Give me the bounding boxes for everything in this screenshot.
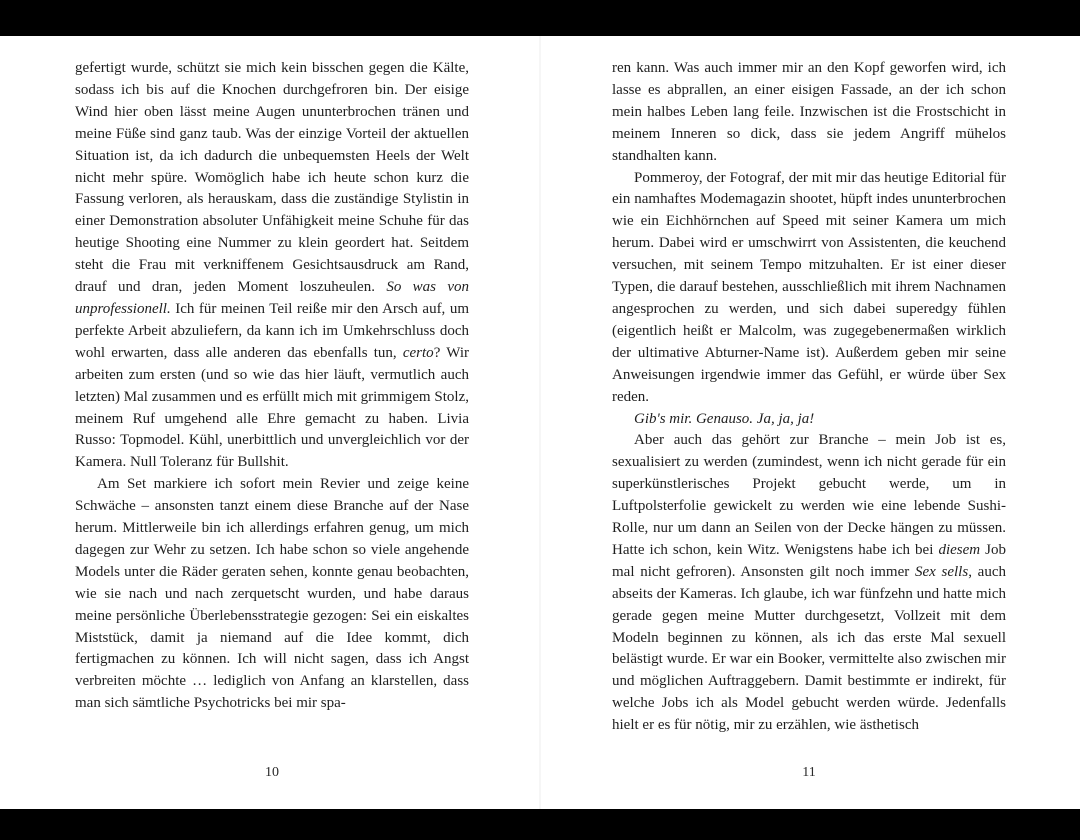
text-run: Ich für meinen Teil reiße mir den Arsch auf, um perfekte Arbeit abzuliefern, da kann ich im Umkehrschluss doch wohl erwarten, dass alle anderen das ebenfalls tun,	[75, 300, 469, 361]
italic-text-run: So was von unprofessionell.	[75, 279, 469, 317]
paragraph	[612, 58, 1006, 168]
text-run: Aber auch das gehört zur Branche – mein Job ist es, sexualisiert zu werden (zumindest, wenn ich nicht gerade für ein superkünstlerisches Projekt gebucht werde, um in Luftpolsterfolie gewickelt zu werden wie eine lebende Sushi-Rolle, nur um dann an Seilen von der Decke hängen zu müssen. Hatte ich schon, kein Witz. Wenigstens habe ich bei	[612, 432, 1006, 558]
text-run: gefertigt wurde, schützt sie mich kein bisschen gegen die Kälte, sodass ich bis auf die Knochen durchgefroren bin. Der eisige Wind hier oben lässt meine Augen ununterbrochen tränen und meine Füße sind ganz taub. Was der einzige Vorteil der aktuellen Situation ist, da ich dadurch die unbequemsten Heels der Welt nicht mehr spüre. Womöglich habe ich heute schon kurz die Fassung verloren, als herauskam, dass die zuständige Stylistin in einer Demonstration absoluter Unfähigkeit meine Schuhe für das heutige Shooting eine Nummer zu klein geordert hat. Seitdem steht die Frau mit verkniffenem Gesichtsausdruck am Rand, drauf und dran, jeden Moment loszuheulen.	[75, 60, 469, 296]
left-page-text	[75, 58, 469, 715]
paragraph	[75, 474, 469, 715]
paragraph	[75, 58, 469, 474]
paragraph	[612, 168, 1006, 409]
italic-text-run: diesem	[938, 541, 981, 558]
text-run: Pommeroy, der Fotograf, der mit mir das heutige Editorial für ein namhaftes Modemagazin shootet, hüpft indes ununterbrochen wie ein Eichhörnchen auf Speed mit seiner Kamera um mich herum. Dabei wird er umschwirrt von Assistenten, die keuchend versuchen, mit seinem Tempo mitzuhalten. Er ist einer dieser Typen, die darauf bestehen, ausschließlich mit ihrem Nachnamen angesprochen zu werden, und sich dabei superedgy fühlen (eigentlich heißt er Malcolm, was zugegebenermaßen wirklich der ultimative Abturner-Name ist). Außerdem geben mir seine Anweisungen irgendwie immer das Gefühl, er würde über Sex reden.	[612, 169, 1006, 405]
text-run: Job mal nicht gefroren). Ansonsten gilt noch immer	[612, 541, 1006, 580]
text-run: ren kann. Was auch immer mir an den Kopf geworfen wird, ich lasse es abprallen, an einer eisigen Fassade, an der ich schon mein halbes Leben lang feile. Inzwischen ist die Frostschicht in meinem Inneren so dick, dass sie jedem Angriff mühelos standhalten kann.	[612, 60, 1006, 164]
right-page-number: 11	[802, 765, 816, 780]
left-page-number: 10	[265, 765, 279, 780]
bottom-letterbox-bar	[0, 809, 1080, 840]
italic-text-run: certo	[402, 344, 434, 361]
top-letterbox-bar	[0, 0, 1080, 36]
book-spread	[0, 36, 1080, 809]
text-run: ? Wir arbeiten zum ersten (und so wie das hier läuft, vermutlich auch letzten) Mal zusammen und es erfüllt mich mit grimmigem Stolz, meinem Ruf umgehend alle Ehre gemacht zu haben. Livia Russo: Topmodel. Kühl, unerbittlich und unvergleichlich vor der Kamera. Null Toleranz für Bullshit.	[75, 344, 469, 471]
italic-text-run: Gib's mir. Genauso. Ja, ja, ja!	[634, 410, 815, 427]
right-page	[540, 36, 1080, 809]
paragraph	[612, 409, 1006, 431]
text-run: , auch abseits der Kameras. Ich glaube, ich war fünfzehn und hatte mich gerade gegen meine Mutter durchgesetzt, Vollzeit mit dem Modeln beginnen zu können, als ich das erste Mal sexuell belästigt wurde. Er war ein Booker, vermittelte also zwischen mir und möglichen Auftraggebern. Damit bestimmte er indirekt, für welche Jobs ich als Model gebucht werden würde. Jedenfalls hielt er es für nötig, mir zu erzählen, wie ästhetisch	[612, 563, 1006, 734]
left-page	[0, 36, 540, 809]
right-page-text	[612, 58, 1006, 737]
paragraph	[612, 430, 1006, 737]
text-run: Am Set markiere ich sofort mein Revier und zeige keine Schwäche – ansonsten tanzt einem diese Branche auf der Nase herum. Mittlerweile bin ich allerdings erfahren genug, um mich dagegen zur Wehr zu setzen. Ich habe schon so viele angehende Models unter die Räder geraten sehen, konnte genau beobachten, wie sie nach und nach zerquetscht wurden, und habe daraus meine persönliche Überlebensstrategie gezogen: Sei ein eiskaltes Miststück, damit ja niemand auf die Idee kommt, dich fertigmachen zu können. Ich will nicht sagen, dass ich Angst verbreiten möchte … lediglich von Anfang an klarstellen, dass man sich sämtliche Psychotricks bei mir spa-	[75, 476, 469, 712]
italic-text-run: Sex sells	[914, 563, 969, 580]
